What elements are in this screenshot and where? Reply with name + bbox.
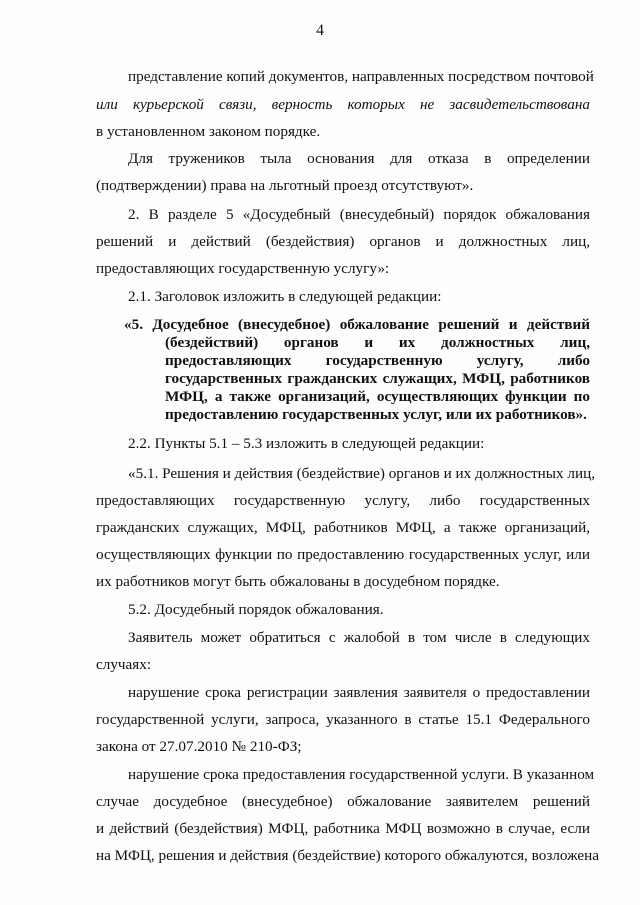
text-line: 2. В разделе 5 «Досудебный (внесудебный) порядок обжалования (128, 206, 590, 223)
text-line: их работников могут быть обжалованы в досудебном порядке. (96, 573, 500, 590)
text-line: на МФЦ, решения и действия (бездействие) которого обжалуются, возложена (96, 847, 600, 864)
text-line: Для тружеников тыла основания для отказа в определении (128, 150, 590, 167)
text-line: решений и действий (бездействия) органов и должностных лиц, (96, 233, 590, 250)
bold-heading-line: (бездействий) органов и их должностных лиц, (165, 334, 590, 351)
text-line: государственной услуги, запроса, указанного в статье 15.1 Федерального (96, 711, 590, 728)
bold-heading-line: предоставлению государственных услуг, или их работников». (165, 406, 587, 423)
text-line: нарушение срока регистрации заявления заявителя о предоставлении (128, 684, 590, 701)
text-line: предоставляющих государственную услугу, либо государственных (96, 492, 590, 509)
text-line: 2.2. Пункты 5.1 – 5.3 изложить в следующей редакции: (128, 435, 485, 452)
text-line: случае досудебное (внесудебное) обжалование заявителем решений (96, 793, 590, 810)
text-line: представление копий документов, направленных посредством почтовой (128, 68, 594, 85)
text-line: и действий (бездействия) МФЦ, работника МФЦ возможно в случае, если (96, 820, 590, 837)
text-line: в установленном законом порядке. (96, 123, 321, 140)
bold-heading-line: государственных гражданских служащих, МФЦ, работников (165, 370, 590, 387)
text-line: закона от 27.07.2010 № 210-ФЗ; (96, 738, 302, 755)
bold-heading-line: «5. Досудебное (внесудебное) обжалование решений и действий (124, 316, 590, 333)
text-line: предоставляющих государственную услугу»: (96, 260, 390, 277)
text-line: случаях: (96, 656, 152, 673)
text-line: или курьерской связи, верность которых не засвидетельствована (96, 96, 590, 113)
bold-heading-line: предоставляющих государственную услугу, либо (165, 352, 590, 369)
text-line: нарушение срока предоставления государственной услуги. В указанном (128, 766, 595, 783)
text-line: Заявитель может обратиться с жалобой в том числе в следующих (128, 629, 590, 646)
text-line: осуществляющих функции по предоставлению государственных услуг, или (96, 546, 590, 563)
text-line: гражданских служащих, МФЦ, работников МФЦ, а также организаций, (96, 519, 590, 536)
text-line: 2.1. Заголовок изложить в следующей редакции: (128, 288, 442, 305)
text-line: «5.1. Решения и действия (бездействие) органов и их должностных лиц, (128, 465, 596, 482)
bold-heading-line: МФЦ, а также организаций, осуществляющих функции по (165, 388, 590, 405)
text-line: 5.2. Досудебный порядок обжалования. (128, 601, 384, 618)
text-line: (подтверждении) права на льготный проезд отсутствуют». (96, 177, 474, 194)
page-number: 4 (316, 22, 324, 39)
